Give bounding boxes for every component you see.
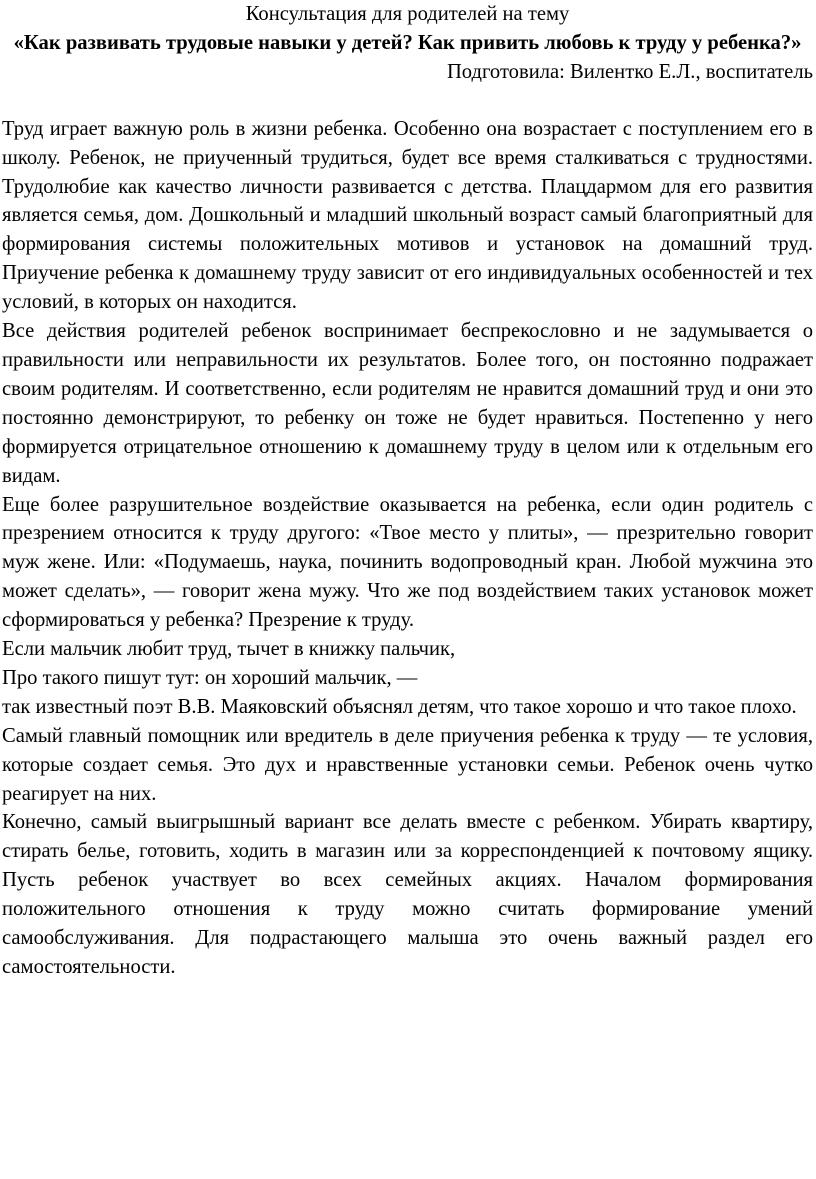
paragraph-5: Самый главный помощник или вредитель в деле приучения ребенка к труду — те условия, которые создает семья. Это дух и нравственные установки семьи. Ребенок очень чутко реагирует на них. [2, 724, 813, 805]
document-title: «Как развивать трудовые навыки у детей? Как привить любовь к труду у ребенка?» [13, 31, 802, 54]
paragraph-2: Все действия родителей ребенок воспринимает беспрекословно и не задумывается о правильности или неправильности их результатов. Более того, он постоянно подражает своим родителям. И соответственно, если родителям не нравится домашний труд и они это постоянно демонстрируют, то ребенку он тоже не будет нравиться. Постепенно у него формируется отрицательное отношению к домашнему труду в целом или к отдельным его видам. [2, 320, 813, 487]
paragraph-1: Труд играет важную роль в жизни ребенка. Особенно она возрастает с поступлением его в школу. Ребенок, не приученный трудиться, будет все время сталкиваться с трудностями. Трудолюбие как качество личности развивается с детства. Плацдармом для его развития является семья, дом. Дошкольный и младший школьный возраст самый благоприятный для формирования системы положительных мотивов и установок на домашний труд. Приучение ребенка к домашнему труду зависит от его индивидуальных особенностей и тех условий, в которых он находится. [2, 117, 813, 314]
header-spacer [2, 87, 813, 115]
consultation-intro: Консультация для родителей на тему [245, 3, 570, 25]
paragraph-4: так известный поэт В.В. Маяковский объяснял детям, что такое хорошо и что такое плохо. [2, 695, 797, 718]
paragraph-6: Конечно, самый выигрышный вариант все делать вместе с ребенком. Убирать квартиру, стирать белье, готовить, ходить в магазин или за корреспонденцией к почтовому ящику. Пусть ребенок участвует во всех семейных акциях. Началом формирования положительного отношения к труду можно считать формирование умений самообслуживания. Для подрастающего малыша это очень важный раздел его самостоятельности. [2, 811, 813, 978]
paragraph-3: Еще более разрушительное воздействие оказывается на ребенка, если один родитель с презрением относится к труду другого: «Твое место у плиты», — презрительно говорит муж жене. Или: «Подумаешь, наука, починить водопроводный кран. Любой мужчина это может сделать», — говорит жена мужу. Что же под воздействием таких установок может сформироваться у ребенка? Презрение к труду. [2, 493, 813, 632]
poem-line-1: Если мальчик любит труд, тычет в книжку пальчик, [2, 638, 456, 661]
author-byline: Подготовила: Вилентко Е.Л., воспитатель [446, 60, 813, 83]
poem-line-2: Про такого пишут тут: он хороший мальчик, — [2, 666, 418, 689]
